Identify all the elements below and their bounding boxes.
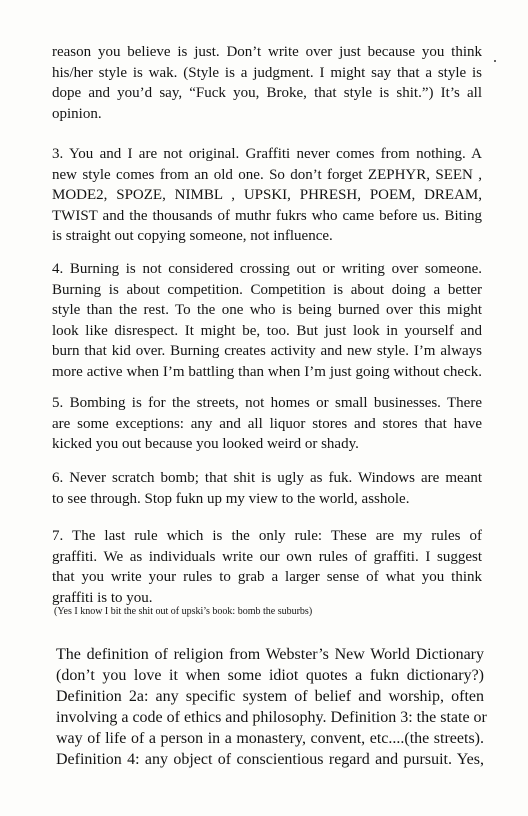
text-line: opinion. <box>52 105 102 122</box>
text-line: 3. You and I are not original. Graffiti never comes from nothing. A <box>52 146 482 162</box>
text-line: are some exceptions: any and all liquor stores and stores that have <box>52 415 482 432</box>
paragraph-definition <box>56 644 487 770</box>
text-line: (don’t you love it when some idiot quotes a fukn dictionary?) <box>56 667 484 684</box>
text-line: that you write your rules to grab a larger sense of what you think <box>52 569 482 585</box>
text-line: graffiti. We as individuals write our own rules of graffiti. I suggest <box>52 548 482 565</box>
text-line: style than the rest. To the one who is being burned over this might <box>52 302 482 318</box>
text-line: 6. Never scratch bomb; that shit is ugly as fuk. Windows are meant <box>52 470 482 486</box>
text-line: MODE2, SPOZE, NIMBL , UPSKI, PHRESH, POEM, DREAM, <box>52 187 482 203</box>
text-line: 7. The last rule which is the only rule: These are my rules of <box>52 528 482 544</box>
paragraph-rule-7 <box>52 526 482 608</box>
text-line: look like disrespect. It might be, too. But just look in yourself and <box>52 322 482 339</box>
text-line: Burning is about competition. Competition is about doing a better <box>52 281 482 298</box>
text-line: reason you believe is just. Don’t write over just because you think <box>52 44 482 60</box>
ink-speck <box>494 60 496 62</box>
footnote: (Yes I know I bit the shit out of upski’s book: bomb the suburbs) <box>54 606 313 617</box>
text-line: TWIST and the thousands of muthr fukrs who came before us. Biting <box>52 207 482 224</box>
paragraph-rule-3 <box>52 144 482 247</box>
text-line: to see through. Stop fukn up my view to the world, asshole. <box>52 490 410 507</box>
text-line: is straight out copying someone, not influence. <box>52 228 333 244</box>
text-line: involving a code of ethics and philosophy. Definition 3: the state or <box>56 709 487 726</box>
text-line: 4. Burning is not considered crossing out or writing over someone. <box>52 261 482 277</box>
text-line: more active when I’m battling than when I’m just going without check. <box>52 363 482 380</box>
text-line: Definition 2a: any specific system of belief and worship, often <box>56 688 484 705</box>
text-line: kicked you out because you looked weird or shady. <box>52 436 359 452</box>
paragraph-rule-4 <box>52 259 482 382</box>
text-line: graffiti is to you. <box>52 589 153 606</box>
text-line: way of life of a person in a monastery, convent, etc....(the streets). <box>56 730 484 747</box>
text-line: Definition 4: any object of conscientious regard and pursuit. Yes, <box>56 751 484 768</box>
text-line: The definition of religion from Webster’s New World Dictionary <box>56 646 484 663</box>
text-line: 5. Bombing is for the streets, not homes or small businesses. There <box>52 395 482 411</box>
text-line: new style comes from an old one. So don’t forget ZEPHYR, SEEN , <box>52 166 482 183</box>
paragraph-rule-6 <box>52 468 482 509</box>
paragraph-rule-5 <box>52 393 482 455</box>
text-line: dope and you’d say, “Fuck you, Broke, that style is shit.”) It’s all <box>52 85 482 101</box>
text-line: his/her style is wak. (Style is a judgment. I might say that a style is <box>52 64 482 81</box>
paragraph-intro <box>52 42 482 124</box>
text-line: burn that kid over. Burning creates activity and new style. I’m always <box>52 343 482 359</box>
